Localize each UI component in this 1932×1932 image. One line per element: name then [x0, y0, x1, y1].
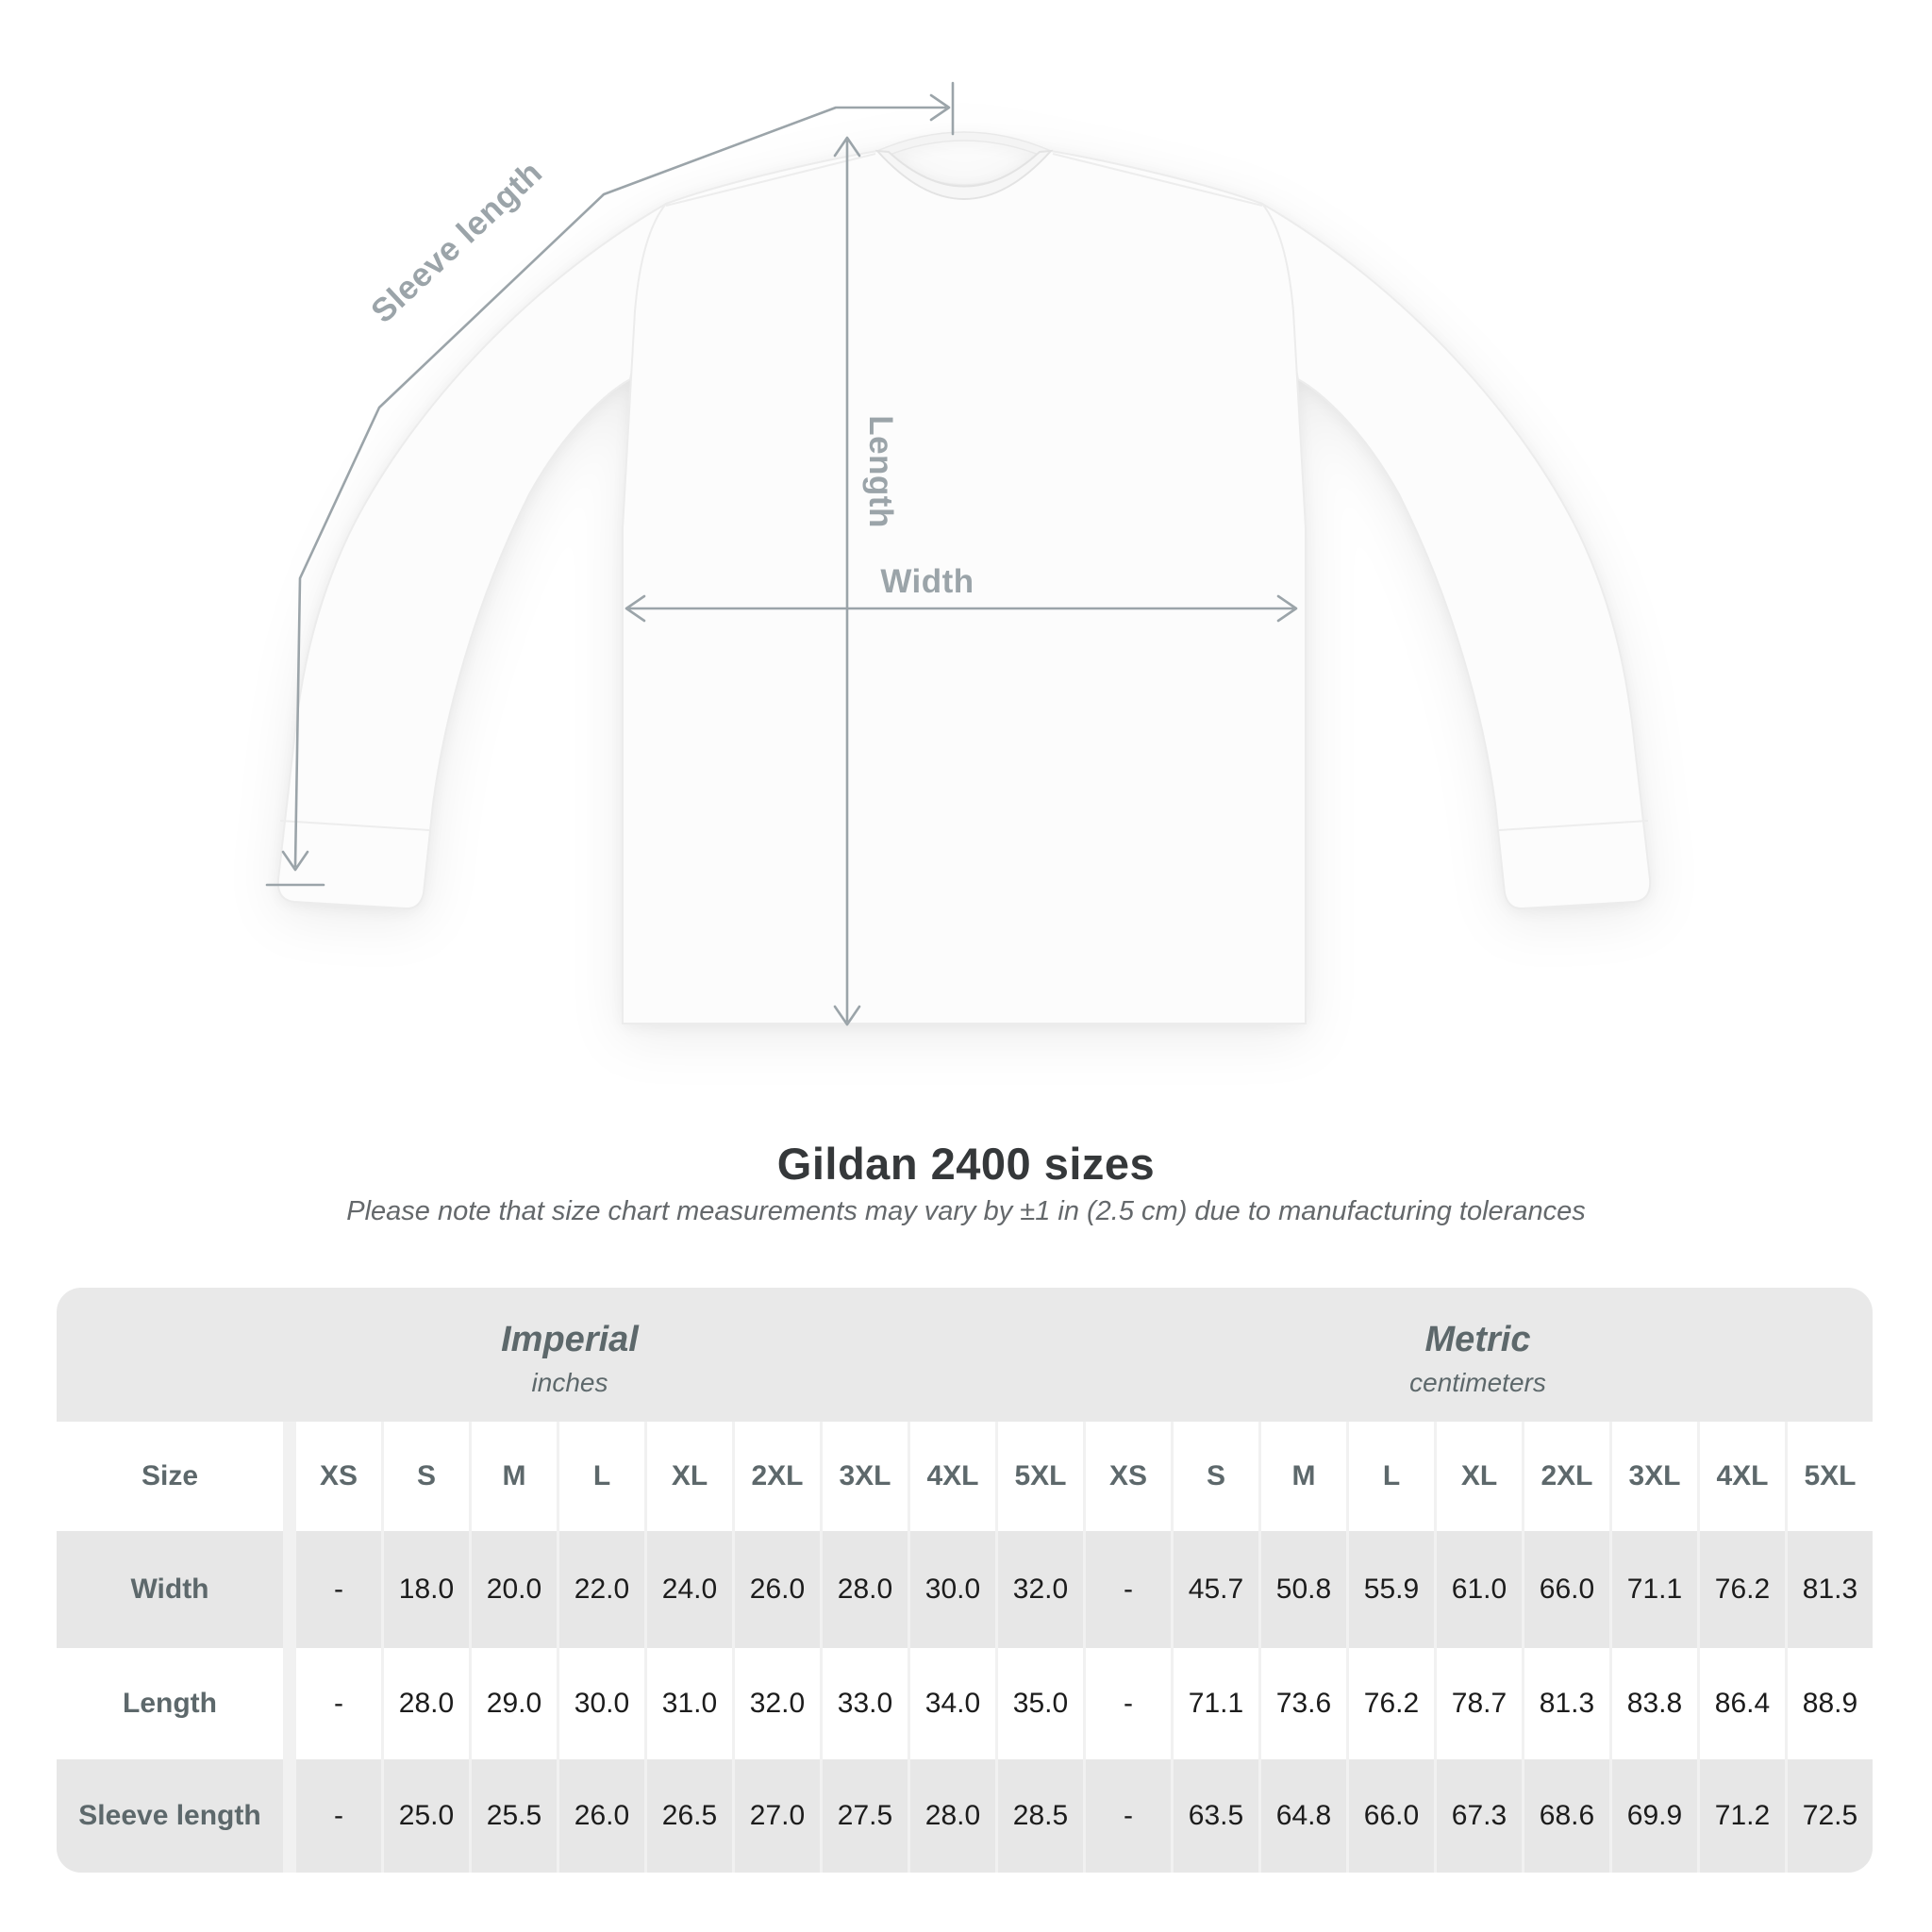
- value-cell-metric: -: [1086, 1531, 1171, 1648]
- value-cell-metric: 50.8: [1261, 1531, 1346, 1648]
- unit-band: [57, 1288, 1873, 1422]
- size-header-metric-s: S: [1174, 1422, 1258, 1531]
- value-cell-metric: 63.5: [1174, 1759, 1258, 1873]
- table-rows: [57, 1531, 1873, 1873]
- value-cell-imperial: 34.0: [910, 1648, 995, 1759]
- table-row-width: [57, 1531, 1873, 1648]
- unit-group-name: Metric: [1424, 1319, 1531, 1359]
- value-cell-imperial: 24.0: [647, 1531, 732, 1648]
- value-cell-metric: 45.7: [1174, 1531, 1258, 1648]
- value-cell-metric: 68.6: [1524, 1759, 1609, 1873]
- size-header-imperial-xl: XL: [647, 1422, 732, 1531]
- value-cell-imperial: 28.0: [384, 1648, 469, 1759]
- size-header-metric-xs: XS: [1086, 1422, 1171, 1531]
- value-cell-metric: 88.9: [1788, 1648, 1873, 1759]
- value-cell-metric: 67.3: [1437, 1759, 1522, 1873]
- value-cell-imperial: 28.0: [823, 1531, 908, 1648]
- value-cell-imperial: 29.0: [472, 1648, 557, 1759]
- shirt-left-sleeve: [278, 204, 666, 908]
- length-label: Length: [862, 415, 899, 528]
- value-cell-imperial: 28.5: [998, 1759, 1083, 1873]
- size-header-imperial-4xl: 4XL: [910, 1422, 995, 1531]
- shirt-right-sleeve: [1262, 204, 1650, 908]
- size-header-metric-xl: XL: [1437, 1422, 1522, 1531]
- value-cell-imperial: 31.0: [647, 1648, 732, 1759]
- value-cell-metric: 71.2: [1700, 1759, 1785, 1873]
- value-cell-metric: 69.9: [1612, 1759, 1697, 1873]
- value-cell-metric: 81.3: [1524, 1648, 1609, 1759]
- value-cell-imperial: -: [296, 1531, 381, 1648]
- value-cell-imperial: -: [296, 1759, 381, 1873]
- row-label: Sleeve length: [57, 1759, 283, 1873]
- unit-group-unit: inches: [531, 1367, 608, 1397]
- value-cell-metric: 81.3: [1788, 1531, 1873, 1648]
- column-spacer: [286, 1759, 293, 1873]
- value-cell-imperial: 26.0: [559, 1759, 644, 1873]
- value-cell-metric: 78.7: [1437, 1648, 1522, 1759]
- unit-group-name: Imperial: [501, 1319, 639, 1359]
- value-cell-metric: 86.4: [1700, 1648, 1785, 1759]
- column-spacer: [286, 1531, 293, 1648]
- value-cell-imperial: 18.0: [384, 1531, 469, 1648]
- value-cell-imperial: 27.0: [735, 1759, 820, 1873]
- value-cell-imperial: 35.0: [998, 1648, 1083, 1759]
- collar-back: [877, 132, 1051, 157]
- value-cell-metric: 76.2: [1349, 1648, 1434, 1759]
- size-table: [57, 1288, 1873, 1873]
- size-header-imperial-l: L: [559, 1422, 644, 1531]
- column-spacer: [286, 1648, 293, 1759]
- sleeve-length-label: Sleeve length: [363, 154, 550, 331]
- unit-group-unit: centimeters: [1409, 1367, 1546, 1397]
- value-cell-metric: 83.8: [1612, 1648, 1697, 1759]
- value-cell-imperial: 28.0: [910, 1759, 995, 1873]
- row-label: Width: [57, 1531, 283, 1648]
- size-header-row: [57, 1422, 1873, 1531]
- value-cell-imperial: 26.0: [735, 1531, 820, 1648]
- size-header-imperial-3xl: 3XL: [823, 1422, 908, 1531]
- page-title: Gildan 2400 sizes: [776, 1139, 1156, 1189]
- value-cell-metric: 72.5: [1788, 1759, 1873, 1873]
- value-cell-metric: 66.0: [1524, 1531, 1609, 1648]
- value-cell-metric: 66.0: [1349, 1759, 1434, 1873]
- unit-group-imperial: [57, 1288, 1083, 1422]
- unit-group-metric: [1083, 1288, 1873, 1422]
- size-header-imperial-m: M: [472, 1422, 557, 1531]
- value-cell-metric: 61.0: [1437, 1531, 1522, 1648]
- value-cell-imperial: 25.5: [472, 1759, 557, 1873]
- size-header-imperial-xs: XS: [296, 1422, 381, 1531]
- size-header-imperial-s: S: [384, 1422, 469, 1531]
- row-label: Length: [57, 1648, 283, 1759]
- value-cell-metric: 71.1: [1612, 1531, 1697, 1648]
- width-label: Width: [880, 563, 974, 600]
- size-header-metric-2xl: 2XL: [1524, 1422, 1609, 1531]
- value-cell-imperial: 26.5: [647, 1759, 732, 1873]
- size-header-metric-m: M: [1261, 1422, 1346, 1531]
- value-cell-imperial: 33.0: [823, 1648, 908, 1759]
- size-header-imperial-2xl: 2XL: [735, 1422, 820, 1531]
- value-cell-imperial: -: [296, 1648, 381, 1759]
- value-cell-imperial: 30.0: [559, 1648, 644, 1759]
- column-spacer: [286, 1422, 293, 1531]
- value-cell-metric: 64.8: [1261, 1759, 1346, 1873]
- size-header-metric-3xl: 3XL: [1612, 1422, 1697, 1531]
- value-cell-metric: 76.2: [1700, 1531, 1785, 1648]
- value-cell-imperial: 30.0: [910, 1531, 995, 1648]
- value-cell-metric: 55.9: [1349, 1531, 1434, 1648]
- value-cell-metric: 73.6: [1261, 1648, 1346, 1759]
- table-row-sleeve-length: [57, 1759, 1873, 1873]
- value-cell-metric: -: [1086, 1648, 1171, 1759]
- tolerance-note: Please note that size chart measurements may vary by ±1 in (2.5 cm) due to manufacturing tolerances: [346, 1196, 1586, 1226]
- value-cell-imperial: 25.0: [384, 1759, 469, 1873]
- size-header-metric-4xl: 4XL: [1700, 1422, 1785, 1531]
- size-header-metric-l: L: [1349, 1422, 1434, 1531]
- value-cell-imperial: 22.0: [559, 1531, 644, 1648]
- size-header-imperial-5xl: 5XL: [998, 1422, 1083, 1531]
- size-header-metric-5xl: 5XL: [1788, 1422, 1873, 1531]
- table-row-length: [57, 1648, 1873, 1759]
- value-cell-imperial: 27.5: [823, 1759, 908, 1873]
- value-cell-imperial: 32.0: [735, 1648, 820, 1759]
- value-cell-metric: -: [1086, 1759, 1171, 1873]
- value-cell-metric: 71.1: [1174, 1648, 1258, 1759]
- size-column-header: Size: [57, 1422, 283, 1531]
- value-cell-imperial: 32.0: [998, 1531, 1083, 1648]
- value-cell-imperial: 20.0: [472, 1531, 557, 1648]
